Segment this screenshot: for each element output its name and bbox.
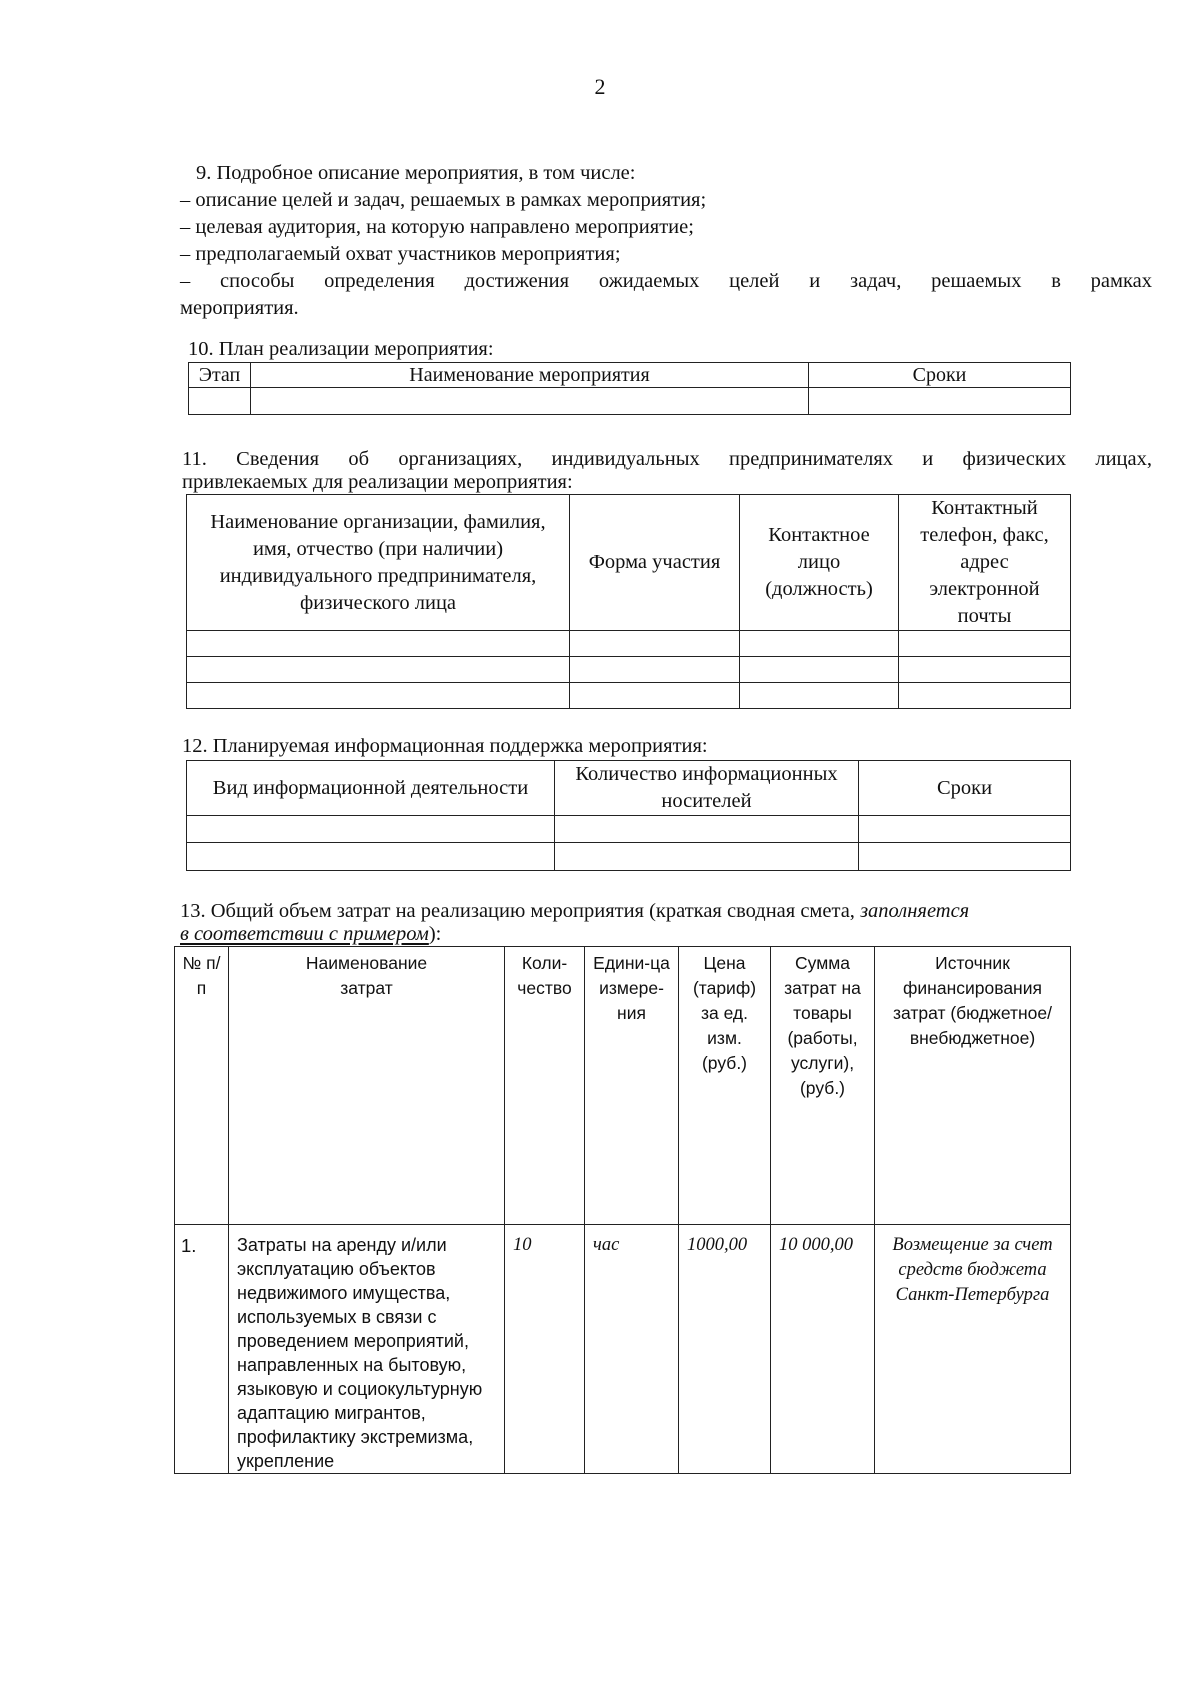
col-header-org-name: Наименование организации, фамилия, имя, отчество (при наличии) индивидуального предпринимателя, физического лица bbox=[187, 495, 570, 631]
table-cell bbox=[570, 631, 740, 657]
col-header-num: № п/п bbox=[175, 947, 229, 1225]
table-cell bbox=[187, 683, 570, 709]
table-cell bbox=[740, 657, 899, 683]
table-cell bbox=[187, 816, 555, 843]
section13-title-italic: заполняется bbox=[860, 900, 970, 922]
col-header-price: Цена (тариф) за ед. изм. (руб.) bbox=[679, 947, 771, 1225]
plan-table bbox=[188, 362, 1071, 415]
col-header-unit: Едини-ца измере-ния bbox=[585, 947, 679, 1225]
table-row bbox=[175, 1225, 1071, 1474]
section13-title-text: 13. Общий объем затрат на реализацию мероприятия (краткая сводная смета, bbox=[180, 900, 861, 922]
table-cell bbox=[859, 816, 1071, 843]
table-cell bbox=[899, 657, 1071, 683]
table-cell bbox=[189, 388, 251, 415]
table-cell bbox=[740, 631, 899, 657]
col-header-stage: Этап bbox=[189, 363, 251, 388]
col-header-event-name: Наименование мероприятия bbox=[251, 363, 809, 388]
col-header-sum: Сумма затрат на товары (работы, услуги), (руб.) bbox=[771, 947, 875, 1225]
table-cell bbox=[570, 657, 740, 683]
section11-title-line2: привлекаемых для реализации мероприятия: bbox=[182, 471, 573, 493]
section9-last-line: мероприятия. bbox=[180, 297, 299, 319]
section9-item: – предполагаемый охват участников мероприятия; bbox=[180, 243, 621, 265]
section11-title-line1: 11. Сведения об организациях, индивидуальных предпринимателях и физических лицах, bbox=[182, 448, 1152, 470]
row-num: 1. bbox=[175, 1225, 229, 1474]
section12-title: 12. Планируемая информационная поддержка мероприятия: bbox=[182, 735, 708, 757]
info-support-table bbox=[186, 760, 1071, 871]
row-unit: час bbox=[585, 1225, 679, 1474]
col-header-participation-form: Форма участия bbox=[570, 495, 740, 631]
col-header-contact-person: Контактное лицо (должность) bbox=[740, 495, 899, 631]
section9-item: – способы определения достижения ожидаемых целей и задач, решаемых в рамках bbox=[180, 270, 1152, 292]
section10-title: 10. План реализации мероприятия: bbox=[188, 338, 494, 360]
table-cell bbox=[555, 816, 859, 843]
row-quantity: 10 bbox=[505, 1225, 585, 1474]
section9-title: 9. Подробное описание мероприятия, в том числе: bbox=[196, 162, 636, 184]
table-cell bbox=[899, 683, 1071, 709]
section13-title-end: ): bbox=[428, 923, 442, 945]
section13-title-line2 bbox=[180, 921, 1136, 948]
table-cell bbox=[187, 631, 570, 657]
participants-table bbox=[186, 494, 1071, 709]
row-cost-name: Затраты на аренду и/или эксплуатацию объектов недвижимого имущества, используемых в связи с проведением мероприятий, направленных на бытовую, языковую и социокультурную адаптацию мигрантов, профилактику экстремизма, укрепление bbox=[229, 1225, 505, 1474]
table-cell bbox=[859, 843, 1071, 871]
table-cell bbox=[187, 657, 570, 683]
row-funding-source: Возмещение за счет средств бюджета Санкт-Петербурга bbox=[875, 1225, 1071, 1474]
cost-estimate-table bbox=[174, 946, 1071, 1474]
row-sum: 10 000,00 bbox=[771, 1225, 875, 1474]
table-cell bbox=[899, 631, 1071, 657]
table-cell bbox=[570, 683, 740, 709]
table-cell bbox=[740, 683, 899, 709]
table-cell bbox=[187, 843, 555, 871]
row-price: 1000,00 bbox=[679, 1225, 771, 1474]
col-header-quantity: Коли-чество bbox=[505, 947, 585, 1225]
table-cell bbox=[809, 388, 1071, 415]
col-header-dates: Сроки bbox=[859, 761, 1071, 816]
col-header-contact-info: Контактный телефон, факс, адрес электронной почты bbox=[899, 495, 1071, 631]
table-cell bbox=[555, 843, 859, 871]
section13-title-italic-line2: в соответствии с примером bbox=[180, 923, 429, 945]
section9-item: – описание целей и задач, решаемых в рамках мероприятия; bbox=[180, 189, 707, 211]
page-number: 2 bbox=[594, 74, 606, 99]
col-header-activity-type: Вид информационной деятельности bbox=[187, 761, 555, 816]
col-header-funding-source: Источник финансирования затрат (бюджетное/ внебюджетное) bbox=[875, 947, 1071, 1225]
table-cell bbox=[251, 388, 809, 415]
section9-item: – целевая аудитория, на которую направлено мероприятие; bbox=[180, 216, 694, 238]
col-header-dates: Сроки bbox=[809, 363, 1071, 388]
col-header-media-count: Количество информационных носителей bbox=[555, 761, 859, 816]
col-header-cost-name: Наименование затрат bbox=[229, 947, 505, 1225]
